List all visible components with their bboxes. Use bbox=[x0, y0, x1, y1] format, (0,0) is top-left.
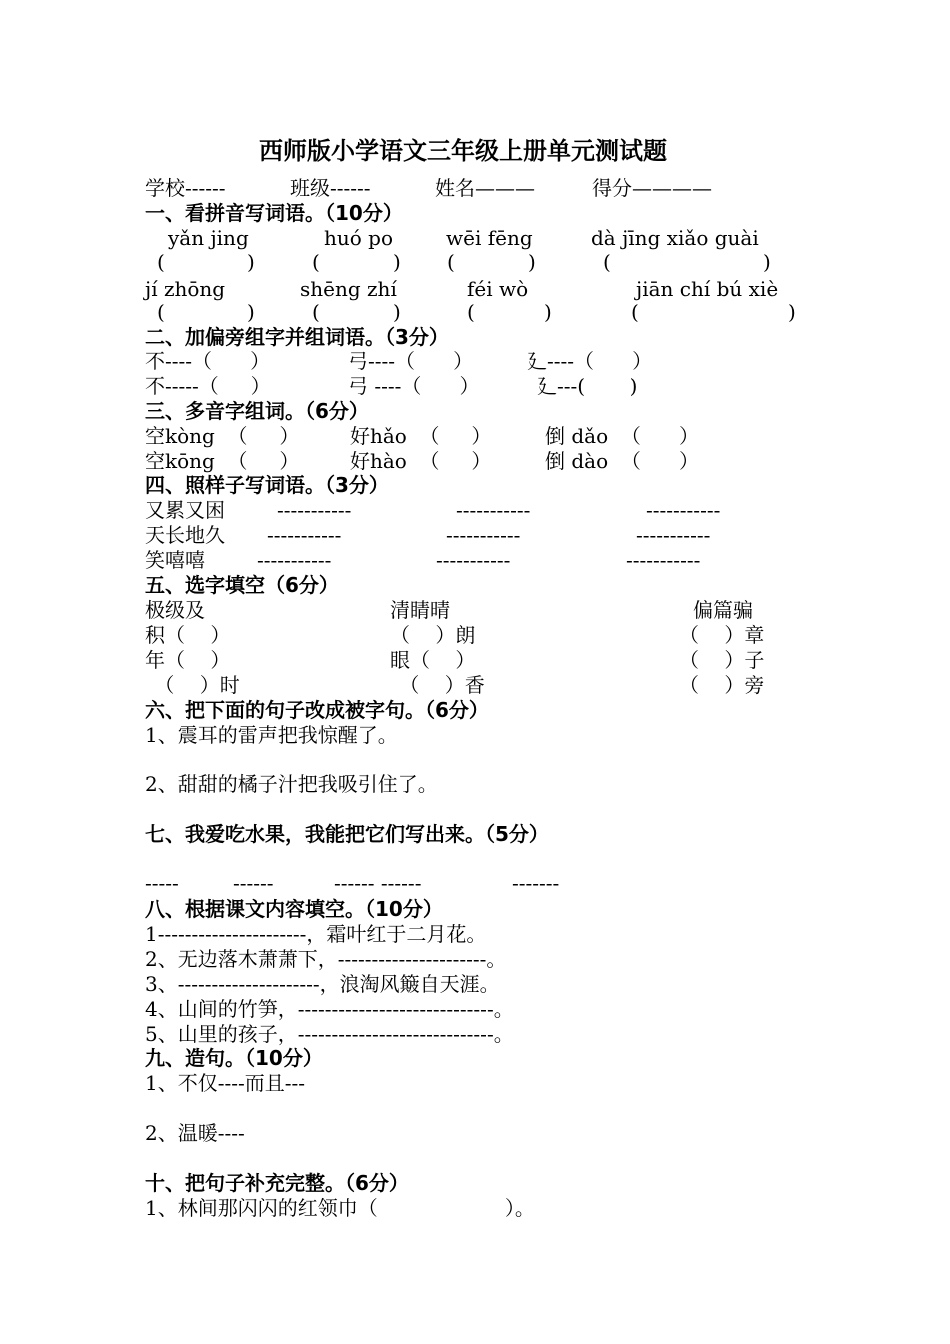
radical-item[interactable]: 不-----（ ） bbox=[145, 374, 271, 398]
answer-open: ( bbox=[157, 300, 165, 324]
answer-open: ( bbox=[467, 300, 475, 324]
fill-item[interactable]: （ ）章 bbox=[679, 623, 765, 647]
answer-line[interactable]: ----------- bbox=[267, 523, 342, 547]
section-7-heading: 七、我爱吃水果，我能把它们写出来。（5分） bbox=[145, 822, 549, 846]
answer-line[interactable]: ----------- bbox=[257, 548, 332, 572]
pinyin: jí zhōng bbox=[145, 277, 226, 301]
fill-item[interactable]: （ ）香 bbox=[393, 673, 485, 697]
answer-close: ) bbox=[247, 300, 255, 324]
answer-open: ( bbox=[312, 250, 320, 274]
fill-item[interactable]: （ ）旁 bbox=[679, 673, 765, 697]
example-word: 天长地久 bbox=[145, 523, 225, 547]
section-2-heading: 二、加偏旁组字并组词语。（3分） bbox=[145, 325, 449, 349]
answer-blank[interactable] bbox=[461, 252, 527, 272]
pinyin: wēi fēng bbox=[446, 226, 533, 250]
fill-item[interactable]: （ ）子 bbox=[679, 648, 765, 672]
pinyin: yǎn jing bbox=[168, 226, 249, 250]
radical-item[interactable]: 弓 ----（ ） bbox=[348, 374, 480, 398]
fill-item[interactable]: 眼（ ） bbox=[390, 648, 476, 672]
answer-blank[interactable] bbox=[481, 302, 543, 322]
char-group: 极级及 bbox=[145, 598, 205, 622]
answer-close: ) bbox=[393, 250, 401, 274]
radical-item[interactable]: 廴---( ) bbox=[537, 374, 638, 398]
answer-blank[interactable] bbox=[326, 252, 392, 272]
answer-line[interactable]: ----------- bbox=[636, 523, 711, 547]
poem-item[interactable]: 3、---------------------，浪淘风簸自天涯。 bbox=[145, 972, 500, 996]
answer-blank[interactable] bbox=[171, 302, 246, 322]
poem-item[interactable]: 2、无边落木萧萧下，----------------------。 bbox=[145, 947, 507, 971]
radical-item[interactable]: 弓----（ ） bbox=[348, 349, 474, 373]
answer-blank[interactable] bbox=[645, 302, 787, 322]
section-6-heading: 六、把下面的句子改成被字句。（6分） bbox=[145, 698, 489, 722]
answer-open: ( bbox=[312, 300, 320, 324]
answer-line[interactable]: ----------- bbox=[446, 523, 521, 547]
answer-close: ) bbox=[763, 250, 771, 274]
answer-close: ) bbox=[528, 250, 536, 274]
polyphone-item[interactable]: 空kòng （ ） bbox=[145, 424, 300, 448]
answer-open: ( bbox=[157, 250, 165, 274]
char-group: 清睛晴 bbox=[390, 598, 450, 622]
radical-item[interactable]: 廴----（ ） bbox=[527, 349, 653, 373]
section-5-heading: 五、选字填空（6分） bbox=[145, 573, 339, 597]
example-word: 笑嘻嘻 bbox=[145, 548, 205, 572]
score-field[interactable]: 得分———— bbox=[592, 176, 712, 200]
fill-item[interactable]: 积（ ） bbox=[145, 623, 231, 647]
answer-blank[interactable] bbox=[171, 252, 246, 272]
section-8-heading: 八、根据课文内容填空。（10分） bbox=[145, 897, 443, 921]
answer-line[interactable]: ----------- bbox=[277, 498, 352, 522]
section-9-heading: 九、造句。（10分） bbox=[145, 1046, 323, 1070]
polyphone-item[interactable]: 好hào （ ） bbox=[350, 449, 492, 473]
school-field[interactable]: 学校------ bbox=[145, 176, 226, 200]
fill-item[interactable]: 年（ ） bbox=[145, 648, 231, 672]
polyphone-item[interactable]: 倒 dào （ ） bbox=[545, 449, 699, 473]
section-10-heading: 十、把句子补充完整。（6分） bbox=[145, 1171, 409, 1195]
name-field[interactable]: 姓名——— bbox=[435, 176, 535, 200]
answer-line[interactable]: ----------- bbox=[436, 548, 511, 572]
poem-item[interactable]: 1----------------------，霜叶红于二月花。 bbox=[145, 922, 487, 946]
example-word: 又累又困 bbox=[145, 498, 225, 522]
radical-item[interactable]: 不----（ ） bbox=[145, 349, 271, 373]
polyphone-item[interactable]: 倒 dǎo （ ） bbox=[545, 424, 699, 448]
answer-line[interactable]: ------ bbox=[233, 871, 274, 895]
polyphone-item[interactable]: 好hǎo （ ） bbox=[350, 424, 492, 448]
pinyin: shēng zhí bbox=[300, 277, 397, 301]
page-title: 西师版小学语文三年级上册单元测试题 bbox=[259, 137, 667, 165]
answer-line[interactable]: ------- bbox=[512, 871, 560, 895]
answer-line[interactable]: ----- bbox=[145, 871, 179, 895]
sentence-item: 2、甜甜的橘子汁把我吸引住了。 bbox=[145, 772, 438, 796]
pinyin: dà jīng xiǎo guài bbox=[591, 226, 759, 250]
sentence-item: 1、不仅----而且--- bbox=[145, 1071, 306, 1095]
fill-item[interactable]: （ ）时 bbox=[148, 673, 240, 697]
pinyin: jiān chí bú xiè bbox=[636, 277, 779, 301]
answer-blank[interactable] bbox=[617, 252, 762, 272]
answer-line[interactable]: ----------- bbox=[646, 498, 721, 522]
sentence-item: 1、震耳的雷声把我惊醒了。 bbox=[145, 723, 398, 747]
section-4-heading: 四、照样子写词语。（3分） bbox=[145, 473, 389, 497]
section-3-heading: 三、多音字组词。（6分） bbox=[145, 399, 369, 423]
polyphone-item[interactable]: 空kōng （ ） bbox=[145, 449, 300, 473]
answer-open: ( bbox=[447, 250, 455, 274]
answer-close: ) bbox=[247, 250, 255, 274]
answer-open: ( bbox=[631, 300, 639, 324]
poem-item[interactable]: 5、山里的孩子，-----------------------------。 bbox=[145, 1022, 514, 1046]
answer-close: ) bbox=[544, 300, 552, 324]
answer-blank[interactable] bbox=[326, 302, 392, 322]
sentence-item: 2、温暖---- bbox=[145, 1121, 245, 1145]
answer-line[interactable]: ------ ------ bbox=[334, 871, 422, 895]
char-group: 偏篇骗 bbox=[693, 598, 753, 622]
section-1-heading: 一、看拼音写词语。（10分） bbox=[145, 201, 403, 225]
pinyin: féi wò bbox=[467, 277, 529, 301]
answer-line[interactable]: ----------- bbox=[626, 548, 701, 572]
fill-item[interactable]: （ ）朗 bbox=[390, 623, 476, 647]
poem-item[interactable]: 4、山间的竹笋，-----------------------------。 bbox=[145, 997, 514, 1021]
pinyin: huó po bbox=[324, 226, 394, 250]
answer-line[interactable]: ----------- bbox=[456, 498, 531, 522]
answer-open: ( bbox=[603, 250, 611, 274]
sentence-item[interactable]: 1、林间那闪闪的红领巾（ ）。 bbox=[145, 1196, 535, 1220]
answer-close: ) bbox=[788, 300, 796, 324]
class-field[interactable]: 班级------ bbox=[290, 176, 371, 200]
answer-close: ) bbox=[393, 300, 401, 324]
